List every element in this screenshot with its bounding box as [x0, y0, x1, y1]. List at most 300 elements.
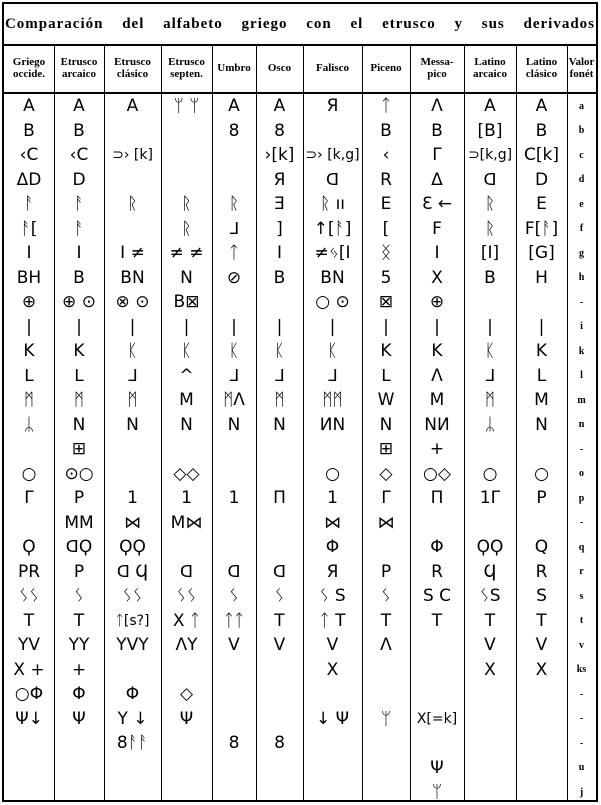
letter-cell: Γ	[432, 145, 442, 165]
letter-cell: ᛊ	[73, 586, 85, 606]
letter-cell: V	[326, 635, 339, 655]
letter-cell: ⊕ ⊙	[62, 292, 96, 312]
letter-cell: ○	[325, 463, 340, 484]
comparison-table-frame	[2, 2, 598, 802]
letter-cell: I	[76, 243, 82, 263]
letter-cell	[303, 437, 362, 461]
phonetic-value-cell: d	[578, 174, 585, 185]
letter-cell: ◇◇	[173, 463, 200, 484]
letter-cell: Τ	[23, 610, 35, 631]
letter-cell: Γ	[381, 488, 391, 508]
phonetic-value-cell: c	[579, 149, 584, 161]
letter-cell	[212, 437, 256, 461]
letter-cell: R	[380, 169, 392, 190]
letter-cell: |	[329, 316, 336, 337]
letter-cell: Α	[126, 96, 139, 116]
letter-cell	[410, 633, 464, 657]
letter-cell	[212, 168, 256, 192]
column-divider	[362, 44, 363, 800]
letter-cell: Ν	[180, 414, 193, 435]
letter-cell: Χ	[431, 267, 443, 288]
letter-cell: F[ᚨ]	[524, 218, 559, 239]
letter-cell: R	[431, 561, 443, 582]
letter-cell	[410, 682, 464, 706]
letter-cell: ϘϘ	[476, 537, 504, 557]
letter-cell	[256, 756, 303, 780]
letter-cell	[362, 535, 410, 559]
letter-cell	[104, 217, 161, 241]
letter-cell	[212, 756, 256, 780]
letter-cell: ᛏ Τ	[319, 610, 346, 631]
letter-cell: ΥΥ	[68, 635, 90, 655]
letter-cell: Δ	[431, 169, 443, 190]
letter-cell	[212, 535, 256, 559]
letter-cell	[4, 780, 54, 804]
letter-cell: ᒪ	[74, 365, 84, 386]
column-divider	[256, 44, 257, 800]
letter-cell: |	[231, 316, 237, 337]
letter-cell	[212, 658, 256, 682]
letter-cell: 5	[380, 267, 392, 288]
letter-cell: D	[534, 169, 549, 190]
letter-cell: ᛗ	[23, 390, 35, 410]
letter-cell: ᛊᛊ	[122, 586, 143, 606]
letter-cell	[362, 780, 410, 804]
letter-cell: Ν	[273, 414, 286, 435]
letter-cell: ‹C	[19, 145, 39, 165]
letter-cell: Α	[484, 96, 496, 116]
letter-cell: ⊗ ⊙	[115, 292, 150, 312]
letter-cell: 8	[228, 733, 240, 753]
letter-cell: ΒΝ	[320, 267, 345, 288]
phonetic-value-cell: i	[580, 321, 583, 332]
letter-cell: ΥVΥ	[116, 635, 149, 655]
letter-cell: Τ	[536, 610, 547, 631]
letter-cell	[362, 756, 410, 780]
letter-cell	[4, 511, 54, 535]
letter-cell	[464, 511, 516, 535]
phonetic-value-cell: e	[579, 198, 584, 210]
letter-cell: ᛦ	[484, 414, 496, 435]
letter-cell: ◇	[379, 463, 393, 484]
letter-cell: L	[536, 365, 547, 386]
letter-cell: Μ⋈	[170, 512, 203, 533]
letter-cell: Μ	[429, 390, 445, 410]
letter-cell	[464, 780, 516, 804]
letter-cell: ○Φ	[14, 684, 44, 704]
letter-cell: 1Γ	[479, 488, 501, 508]
letter-cell: Β	[431, 120, 443, 141]
letter-cell	[516, 780, 567, 804]
letter-cell: S	[536, 586, 547, 606]
column-divider	[464, 44, 465, 800]
letter-cell: Ν	[535, 414, 548, 435]
phonetic-value-cell: -	[579, 296, 584, 308]
letter-cell: Ρ	[536, 488, 547, 508]
letter-cell: 8ᚨᚨ	[116, 733, 149, 753]
column-header: Latino arcaico	[472, 56, 507, 80]
letter-cell	[303, 731, 362, 755]
letter-cell: ᒧ	[327, 365, 338, 386]
letter-cell: ᚱ	[484, 194, 496, 214]
letter-cell: ᛘ ᛘ	[173, 96, 200, 116]
letter-cell: ᛘ	[431, 782, 443, 802]
letter-cell: ᛗΛ	[223, 390, 245, 410]
letter-cell: ᚱ	[484, 218, 496, 239]
letter-cell	[161, 437, 212, 461]
letter-cell: Λ	[431, 365, 443, 386]
letter-cell	[464, 437, 516, 461]
letter-cell	[256, 707, 303, 731]
letter-cell: Κ	[23, 341, 35, 361]
letter-cell	[464, 731, 516, 755]
phonetic-value-cell: a	[579, 100, 584, 112]
column-divider	[303, 44, 304, 800]
letter-cell: ᛏ[s?]	[115, 612, 150, 629]
letter-cell: 1	[228, 488, 240, 508]
letter-cell: Ψ	[430, 757, 444, 778]
letter-cell: Κ	[73, 341, 85, 361]
letter-cell: Β	[535, 120, 548, 141]
letter-cell: ↑[ᚨ]	[313, 218, 352, 239]
letter-cell	[516, 756, 567, 780]
letter-cell	[104, 437, 161, 461]
letter-cell: ΝИ	[424, 414, 450, 435]
letter-cell: 1	[181, 488, 192, 508]
letter-cell: ᛘ	[380, 708, 392, 729]
phonetic-value-cell: l	[580, 370, 583, 381]
phonetic-value-cell: q	[578, 541, 585, 553]
letter-cell: Φ	[325, 537, 340, 557]
letter-cell: ⋈	[324, 512, 341, 533]
letter-cell	[212, 707, 256, 731]
letter-cell: Κ	[431, 341, 443, 361]
letter-cell: Β	[380, 120, 392, 141]
letter-cell	[212, 511, 256, 535]
letter-cell: ⊞	[71, 439, 87, 459]
letter-cell: D	[72, 169, 86, 190]
letter-cell: ᛝ	[380, 243, 392, 263]
column-header: Osco	[267, 62, 292, 74]
letter-cell: ᛕ	[228, 341, 240, 361]
letter-cell	[212, 682, 256, 706]
letter-cell: Ψ	[72, 708, 86, 729]
letter-cell: ИΝ	[319, 414, 346, 435]
letter-cell: ᒧ	[274, 365, 285, 386]
letter-cell: Я	[326, 561, 339, 582]
letter-cell: Ε	[536, 194, 547, 214]
letter-cell	[104, 119, 161, 143]
letter-cell: ᛗ	[127, 390, 138, 410]
letter-cell: ᗡ	[272, 561, 287, 582]
phonetic-value-cell: m	[577, 394, 586, 406]
letter-cell	[464, 707, 516, 731]
column-header: Latino clásico	[525, 56, 558, 80]
letter-cell: 1	[127, 488, 138, 508]
column-divider	[410, 44, 411, 800]
letter-cell: ᒧ	[484, 365, 496, 386]
letter-cell: ᗡ	[227, 561, 241, 582]
letter-cell: ᛊᛊ	[18, 586, 40, 606]
letter-cell: Ν	[180, 267, 193, 288]
letter-cell: Ψ	[179, 708, 194, 729]
phonetic-value-cell: b	[578, 125, 585, 136]
letter-cell	[104, 462, 161, 486]
letter-cell	[303, 682, 362, 706]
letter-cell: Π	[430, 488, 444, 508]
letter-cell: V	[273, 635, 286, 655]
phonetic-value-cell: ks	[576, 664, 587, 675]
letter-cell	[256, 682, 303, 706]
letter-cell: |	[183, 316, 190, 337]
phonetic-value-cell: r	[579, 566, 584, 577]
letter-cell	[303, 780, 362, 804]
letter-cell: ᛗ	[73, 390, 85, 410]
phonetic-value-cell: t	[579, 615, 584, 626]
phonetic-value-cell: v	[579, 639, 584, 651]
letter-cell	[161, 756, 212, 780]
letter-cell: Φ	[430, 537, 444, 557]
letter-cell	[410, 731, 464, 755]
letter-cell: ᗡ	[179, 561, 194, 582]
letter-cell: ᛕ	[327, 341, 338, 361]
letter-cell: Ν	[126, 414, 139, 435]
letter-cell	[464, 290, 516, 314]
letter-cell	[212, 143, 256, 167]
letter-cell: I ≠	[120, 243, 145, 263]
letter-cell: ΔD	[16, 169, 42, 190]
letter-cell: Ν	[72, 414, 86, 435]
column-divider	[104, 44, 105, 800]
letter-cell: Τ	[380, 610, 392, 631]
letter-cell: |	[276, 316, 283, 337]
letter-cell: Ρ	[73, 488, 85, 508]
letter-cell	[516, 707, 567, 731]
letter-cell: ΛΥ	[175, 635, 198, 655]
letter-cell	[54, 756, 104, 780]
letter-cell: Φ	[72, 684, 86, 704]
letter-cell: W	[377, 390, 395, 410]
letter-cell: ⊃[k,g]	[467, 147, 513, 163]
letter-cell: |	[487, 316, 493, 337]
phonetic-value-cell: -	[579, 713, 584, 724]
letter-cell: ᗡ	[483, 169, 497, 190]
letter-cell: ^	[179, 365, 194, 386]
letter-cell: V	[228, 635, 240, 655]
letter-cell	[256, 462, 303, 486]
letter-cell: ○◇	[423, 463, 451, 484]
letter-cell: ᚱ ıı	[319, 194, 346, 214]
letter-cell: R	[535, 561, 548, 582]
letter-cell: 8	[274, 120, 285, 141]
phonetic-value-cell: j	[579, 786, 584, 798]
letter-cell: ‹	[382, 145, 390, 165]
letter-cell: Π	[273, 488, 286, 508]
letter-cell: |	[76, 316, 82, 337]
letter-cell: Я	[273, 169, 286, 190]
letter-cell: ᛏ	[380, 96, 392, 116]
letter-cell: ᛦ	[23, 414, 35, 435]
letter-cell: |	[538, 316, 545, 337]
letter-cell	[516, 682, 567, 706]
column-header: Umbro	[217, 62, 251, 74]
letter-cell: ᚨ[	[20, 218, 38, 239]
phonetic-value-cell: k	[578, 345, 585, 357]
letter-cell: |	[383, 316, 389, 337]
letter-cell: ΥV	[17, 635, 40, 655]
letter-cell	[256, 511, 303, 535]
column-divider	[161, 44, 162, 800]
letter-cell: Λ	[380, 635, 392, 655]
letter-cell: ≠ᛃ[I	[314, 243, 351, 263]
letter-cell: ○	[21, 463, 37, 484]
column-header: Valor fonét	[568, 56, 595, 80]
letter-cell	[212, 290, 256, 314]
letter-cell	[303, 756, 362, 780]
letter-cell: ϘϘ	[119, 537, 146, 557]
letter-cell	[256, 535, 303, 559]
letter-cell	[256, 290, 303, 314]
letter-cell: [G]	[528, 243, 555, 263]
letter-cell: +	[429, 439, 445, 459]
column-divider	[212, 44, 213, 800]
letter-cell: ᛕ	[127, 341, 138, 361]
letter-cell: ⊕	[429, 292, 445, 312]
letter-cell: I	[434, 243, 440, 263]
letter-cell: ΒΝ	[120, 267, 145, 288]
letter-cell: ᒧ	[228, 365, 240, 386]
letter-cell: Α	[273, 96, 286, 116]
letter-cell	[362, 682, 410, 706]
letter-cell: V	[535, 635, 548, 655]
letter-cell: ᚨ	[73, 218, 85, 239]
letter-cell: 8	[228, 120, 240, 141]
letter-cell: ᒪ	[24, 365, 34, 386]
letter-cell	[161, 119, 212, 143]
phonetic-value-cell: s	[579, 590, 584, 602]
letter-cell: Ι	[276, 243, 282, 263]
letter-cell: [	[382, 218, 390, 239]
letter-cell	[54, 780, 104, 804]
letter-cell	[104, 658, 161, 682]
phonetic-value-cell: -	[579, 517, 584, 528]
letter-cell: ᛏᛏ	[223, 610, 245, 631]
letter-cell: V	[484, 635, 496, 655]
letter-cell: Κ	[535, 341, 548, 361]
letter-cell: Β	[23, 120, 35, 141]
letter-cell: ≠ ≠	[169, 243, 204, 263]
letter-cell: Τ	[274, 610, 285, 631]
column-divider	[54, 44, 55, 800]
letter-cell: Χ ᛏ	[172, 610, 201, 631]
letter-cell: ᛕ	[181, 341, 192, 361]
phonetic-value-cell: o	[579, 468, 584, 479]
letter-cell: ⋈	[377, 512, 395, 533]
letter-cell: ᒧ	[127, 365, 138, 386]
letter-cell: Μ	[534, 390, 549, 410]
letter-cell: Λ	[431, 96, 443, 116]
phonetic-value-cell: f	[579, 223, 584, 234]
letter-cell	[464, 756, 516, 780]
letter-cell: Μ	[179, 390, 194, 410]
letter-cell: ᒧ	[228, 218, 240, 239]
letter-cell	[516, 290, 567, 314]
letter-cell: Ψ↓	[15, 708, 43, 729]
letter-cell: Η	[535, 267, 548, 288]
letter-cell: Α	[73, 96, 85, 116]
letter-cell: ⊘	[226, 267, 242, 288]
letter-cell	[161, 731, 212, 755]
column-header: Piceno	[370, 62, 402, 74]
letter-cell: ᛊ	[380, 586, 392, 606]
letter-cell: ⊠	[378, 292, 394, 312]
letter-cell: ᛗ	[484, 390, 496, 410]
letter-cell: Α	[228, 96, 240, 116]
letter-cell	[256, 780, 303, 804]
letter-cell: Β⊠	[173, 292, 200, 312]
letter-cell	[212, 780, 256, 804]
column-header: Messa-pico	[420, 56, 454, 80]
letter-cell	[410, 511, 464, 535]
letter-cell: Ρ	[380, 561, 392, 582]
letter-cell	[362, 658, 410, 682]
column-header: Etrusco septen.	[168, 56, 205, 80]
letter-cell: ᚨ	[23, 194, 35, 214]
letter-cell: ›[k]	[264, 145, 295, 165]
letter-cell: F	[432, 218, 442, 239]
letter-cell: Ε	[380, 194, 392, 214]
letter-cell: ⊞	[378, 439, 394, 459]
letter-cell: Я	[326, 96, 339, 116]
letter-cell: ᛗᛗ	[322, 390, 343, 410]
letter-cell: ᗡ Ϥ	[116, 561, 149, 582]
header-row	[4, 44, 596, 94]
letter-cell: ᚱ	[181, 218, 192, 239]
letter-cell: Χ +	[13, 659, 45, 680]
letter-cell: Χ	[484, 659, 496, 680]
phonetic-value-cell: n	[578, 419, 585, 430]
letter-cell: Β	[484, 267, 496, 288]
letter-cell: Ɛ ←	[421, 194, 453, 214]
table-title: Comparación del alfabeto griego con el etrusco y sus derivados	[4, 4, 596, 46]
letter-cell: Χ[=k]	[416, 710, 458, 727]
letter-cell: Α	[535, 96, 548, 116]
letter-cell: Ν	[379, 414, 393, 435]
phonetic-value-cell: -	[579, 737, 584, 749]
letter-cell: ᛕ	[274, 341, 285, 361]
letter-cell: Τ	[484, 610, 496, 631]
letter-cell	[161, 780, 212, 804]
letter-cell	[362, 731, 410, 755]
letter-cell: Β	[73, 120, 85, 141]
letter-cell: Υ ↓	[117, 708, 148, 729]
letter-cell: 1	[327, 488, 338, 508]
letter-cell: ◇	[179, 684, 194, 704]
letter-cell: Γ	[24, 488, 34, 508]
letter-cell: ⊙○	[64, 463, 94, 484]
letter-cell: ᛊᛊ	[176, 586, 197, 606]
letter-cell: ᛊ S	[319, 586, 346, 606]
letter-cell: Κ	[380, 341, 392, 361]
letter-cell: ᚱ	[181, 194, 192, 214]
letter-cell: ᛊ	[274, 586, 285, 606]
letter-cell	[54, 731, 104, 755]
letter-cell: ↓ Ψ	[315, 708, 350, 729]
letter-cell	[516, 731, 567, 755]
letter-cell: ᛏ	[228, 243, 240, 263]
letter-cell	[410, 658, 464, 682]
letter-cell: ᚱ	[127, 194, 138, 214]
